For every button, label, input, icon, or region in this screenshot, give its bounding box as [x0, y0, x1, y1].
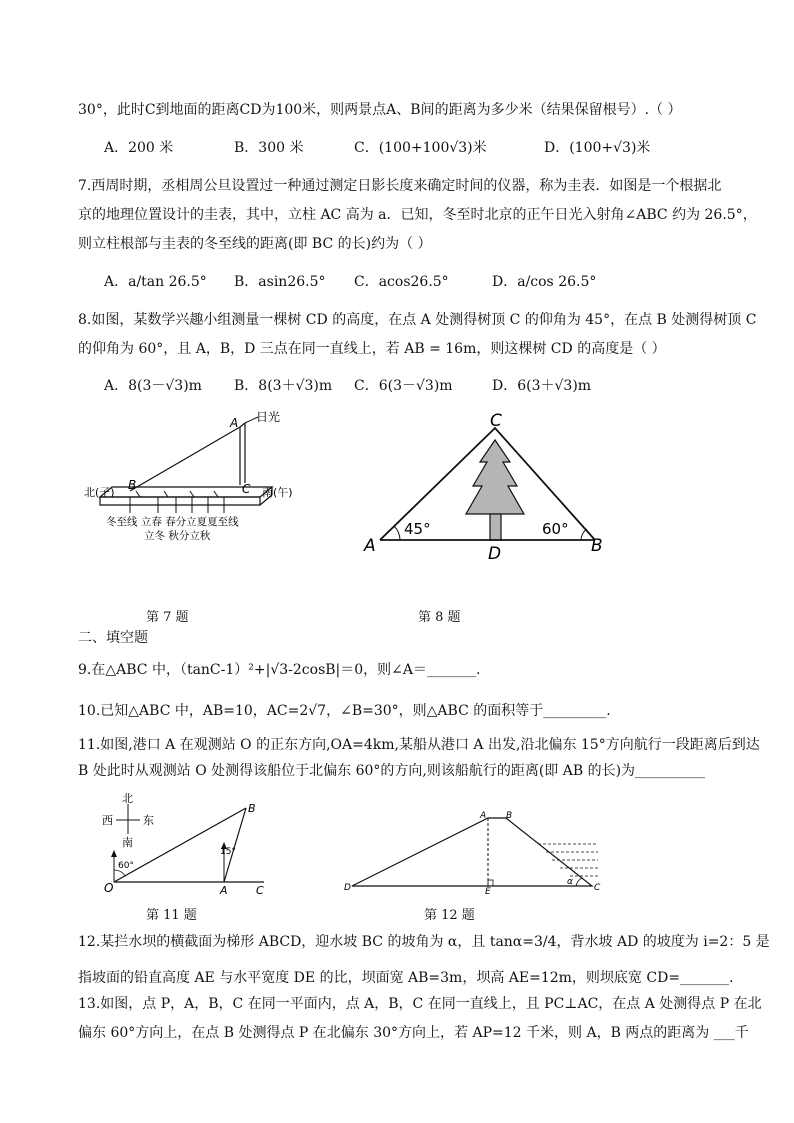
q6-option-b: B．300 米: [234, 140, 304, 156]
q8-line-2: 的仰角为 60°，且 A，B，D 三点在同一直线上，若 AB = 16m，则这棵树 CD 的高度是（ ）: [78, 341, 666, 357]
sun-ray: [130, 427, 240, 491]
fig11-label-c: C: [256, 884, 264, 897]
fig8-label-d: D: [488, 544, 502, 564]
q7-option-d: D．a/cos 26.5°: [492, 274, 597, 290]
q6-options: [104, 138, 684, 158]
fig7-terms-row1: 冬至线 立春 春分立夏夏至线: [106, 516, 239, 528]
fig11-caption: 第 11 题: [146, 908, 197, 923]
compass-south: 南: [122, 836, 133, 849]
fig11-label-b: B: [248, 802, 256, 815]
fig7-sunlight-label: 日光: [256, 410, 281, 424]
figure-11-compass: [98, 790, 273, 898]
q13-line-2: 偏东 60°方向上，在点 B 处测得点 P 在北偏东 30°方向上，若 AP=12 千米，则 A，B 两点的距离为 ___千: [78, 1025, 749, 1041]
tree-trunk: [490, 514, 501, 540]
q7-line-3: 则立柱根部与圭表的冬至线的距离(即 BC 的长)约为（ ）: [78, 236, 432, 252]
fig8-label-a: A: [364, 536, 376, 556]
q8-option-b: B．8(3＋√3)m: [234, 378, 333, 394]
q6-option-d: D．(100+√3)米: [544, 140, 651, 156]
fig12-label-d: D: [344, 883, 351, 893]
section-2-heading: 二、填空题: [78, 630, 148, 646]
q13-line-1: 13.如图，点 P，A，B，C 在同一平面内，点 A，B，C 在同一直线上，且 PC⊥AC，在点 A 处测得点 P 在北: [78, 996, 762, 1012]
q6-option-c: C．(100+100√3)米: [354, 140, 487, 156]
q11-line-1: 11.如图,港口 A 在观测站 O 的正东方向,OA=4km,某船从港口 A 出发,沿北偏东 15°方向航行一段距离后到达: [78, 737, 760, 753]
q7-option-c: C．acos26.5°: [354, 274, 449, 290]
q11-line-2: B 处此时从观测站 O 处测得该船位于北偏东 60°的方向,则该船航行的距离(即 AB 的长)为__________: [78, 763, 706, 779]
figure-12-dam: [342, 806, 612, 894]
q8-option-a: A．8(3－√3)m: [104, 378, 202, 394]
fig8-caption: 第 8 题: [418, 610, 461, 625]
q8-options: [104, 376, 632, 396]
fig8-label-c: C: [490, 411, 502, 431]
compass-north: 北: [122, 792, 133, 805]
fig8-angle-b: 60°: [542, 520, 569, 538]
q7-line-2: 京的地理位置设计的圭表，其中，立柱 AC 高为 a．已知，冬至时北京的正午日光入射角∠ABC 约为 26.5°，: [78, 207, 757, 223]
q7-option-a: A．a/tan 26.5°: [104, 274, 207, 290]
q8-option-d: D．6(3＋√3)m: [492, 378, 592, 394]
fig12-alpha: α: [567, 877, 573, 887]
fig11-label-a: A: [220, 884, 228, 897]
angle-arc-a: [394, 526, 400, 540]
fig7-south-label: 南(午): [262, 486, 293, 499]
fig11-angle-60: 60°: [118, 861, 134, 871]
base-slab-front: [100, 497, 260, 505]
fig8-label-b: B: [591, 536, 603, 556]
fig8-angle-a: 45°: [404, 520, 431, 538]
fig7-label-a: A: [230, 416, 239, 430]
q7-options: [104, 272, 632, 292]
q9-line: 9.在△ABC 中，（tanC-1）²+|√3-2cosB|＝0，则∠A＝_______.: [78, 662, 481, 678]
fig7-label-b: B: [128, 478, 137, 492]
fig11-label-o: O: [104, 881, 114, 895]
q6-option-a: A．200 米: [104, 140, 174, 156]
q7-line-1: 7.西周时期，丞相周公旦设置过一种通过测定日影长度来确定时间的仪器，称为圭表．如图是一个根据北: [78, 178, 722, 194]
q10-line: 10.已知△ABC 中，AB=10，AC=2√7，∠B=30°，则△ABC 的面积等于_________.: [78, 703, 611, 719]
fig7-north-label: 北(子): [84, 486, 115, 499]
figure-8-tree: [360, 410, 620, 565]
fig12-label-e: E: [485, 887, 491, 894]
fig12-label-a: A: [480, 811, 487, 821]
fig7-label-c: C: [242, 482, 251, 496]
compass-east: 东: [143, 814, 154, 827]
q8-option-c: C．6(3－√3)m: [354, 378, 453, 394]
fig7-caption: 第 7 题: [146, 610, 189, 625]
q8-line-1: 8.如图，某数学兴趣小组测量一棵树 CD 的高度，在点 A 处测得树顶 C 的仰角为 45°，在点 B 处测得树顶 C: [78, 312, 757, 328]
fig12-label-c: C: [594, 883, 601, 893]
q12-line-2: 指坡面的铅直高度 AE 与水平宽度 DE 的比，坝面宽 AB=3m，坝高 AE=12m，则坝底宽 CD=_______.: [78, 970, 734, 986]
q7-option-b: B．asin26.5°: [234, 274, 326, 290]
q6-line: 30°，此时C到地面的距离CD为100米，则两景点A、B间的距离为多少米（结果保留根号）.（ ）: [78, 102, 682, 118]
compass-west: 西: [102, 814, 113, 827]
fig7-terms-row2: 立冬 秋分立秋: [144, 530, 211, 542]
q12-line-1: 12.某拦水坝的横截面为梯形 ABCD，迎水坡 BC 的坡角为 α，且 tanα=3/4，背水坡 AD 的坡度为 i=2：5 是: [78, 934, 770, 950]
fig12-label-b: B: [506, 811, 513, 821]
figure-7-gnomon: [80, 405, 320, 545]
fig12-caption: 第 12 题: [424, 908, 475, 923]
fig11-angle-15: 15°: [220, 847, 236, 857]
